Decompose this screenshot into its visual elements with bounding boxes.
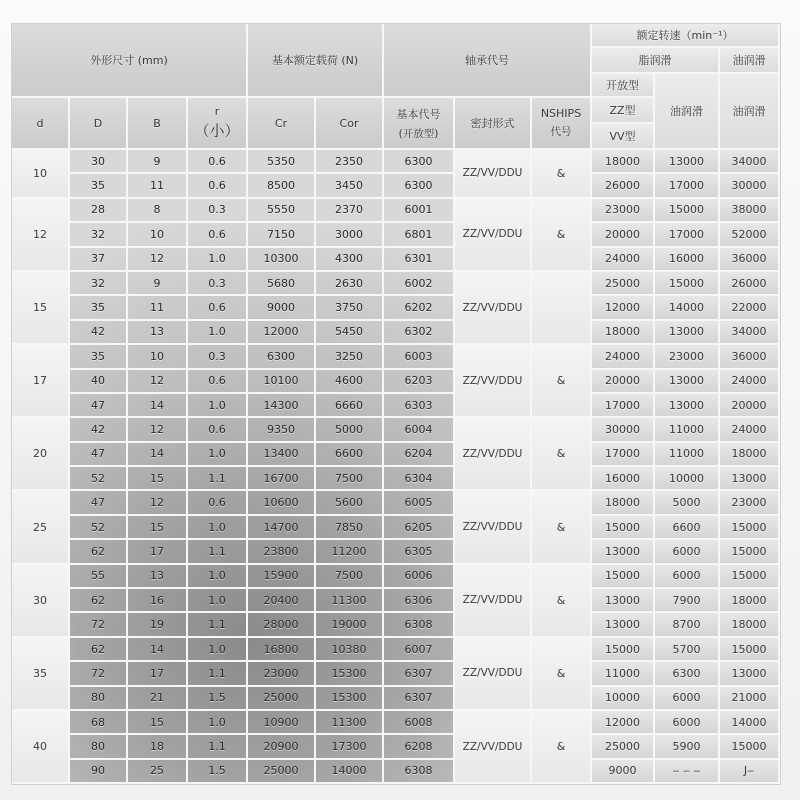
- dynamic-load-cell: 12000: [248, 321, 316, 345]
- grease-speed-cell: 16000: [592, 467, 655, 491]
- oil-speed-cell: 14000: [655, 296, 720, 320]
- oil-speed-cell: 6000: [655, 565, 720, 589]
- dynamic-load-cell: 7150: [248, 223, 316, 247]
- col-d-header: d: [12, 98, 70, 150]
- bearing-code-cell: 6007: [384, 638, 455, 662]
- outer-diameter-cell: 62: [70, 589, 128, 613]
- oil-speed-cell-2: 34000: [720, 150, 780, 174]
- seal-type-cell: ZZ/VV/DDU: [455, 150, 532, 199]
- bearing-code-cell: 6307: [384, 687, 455, 711]
- outer-diameter-cell: 47: [70, 394, 128, 418]
- dynamic-load-cell: 10900: [248, 711, 316, 735]
- outer-diameter-cell: 62: [70, 540, 128, 564]
- col-basic-code-header: [384, 98, 455, 150]
- bearing-code-cell: 6208: [384, 735, 455, 759]
- grease-speed-cell: 13000: [592, 613, 655, 637]
- chamfer-cell: 0.3: [188, 199, 248, 223]
- zz-type-header: ZZ型: [592, 98, 655, 124]
- outer-diameter-cell: 30: [70, 150, 128, 174]
- width-cell: 18: [128, 735, 188, 759]
- load-rating-header: 基本额定载荷 (N): [248, 24, 384, 98]
- grease-speed-cell: 15000: [592, 565, 655, 589]
- width-cell: 17: [128, 540, 188, 564]
- grease-speed-cell: 24000: [592, 345, 655, 369]
- width-cell: 15: [128, 711, 188, 735]
- bearing-code-cell: 6203: [384, 370, 455, 394]
- width-cell: 10: [128, 223, 188, 247]
- dynamic-load-cell: 25000: [248, 687, 316, 711]
- oil-speed-cell: 6000: [655, 711, 720, 735]
- outer-diameter-cell: 42: [70, 418, 128, 442]
- chamfer-cell: 1.1: [188, 735, 248, 759]
- chamfer-cell: 0.6: [188, 150, 248, 174]
- grease-speed-cell: 18000: [592, 491, 655, 515]
- static-load-cell: 5600: [316, 491, 384, 515]
- dynamic-load-cell: 23800: [248, 540, 316, 564]
- dynamic-load-cell: 20900: [248, 735, 316, 759]
- dynamic-load-cell: 10100: [248, 370, 316, 394]
- chamfer-cell: 0.3: [188, 272, 248, 296]
- bearing-code-cell: 6202: [384, 296, 455, 320]
- grease-speed-cell: 20000: [592, 223, 655, 247]
- chamfer-cell: 1.1: [188, 467, 248, 491]
- bearing-code-cell: 6204: [384, 443, 455, 467]
- grease-speed-cell: 23000: [592, 199, 655, 223]
- oil-lubrication-header-2: 油润滑: [720, 74, 780, 150]
- oil-speed-cell-2: 18000: [720, 589, 780, 613]
- grease-lubrication-header: 脂润滑: [592, 48, 720, 74]
- bearing-code-cell: 6306: [384, 589, 455, 613]
- nships-code-cell: &: [532, 345, 592, 418]
- col-nships-label: NSHIPS: [540, 107, 582, 120]
- chamfer-cell: 1.0: [188, 565, 248, 589]
- bore-diameter-cell: 30: [12, 565, 70, 638]
- oil-speed-cell-2: 26000: [720, 272, 780, 296]
- oil-speed-cell-2: 22000: [720, 296, 780, 320]
- static-load-cell: 2370: [316, 199, 384, 223]
- dynamic-load-cell: 6300: [248, 345, 316, 369]
- oil-speed-cell-2: 15000: [720, 565, 780, 589]
- seal-type-cell: ZZ/VV/DDU: [455, 711, 532, 784]
- oil-speed-cell-2: 15000: [720, 638, 780, 662]
- bore-diameter-cell: 15: [12, 272, 70, 345]
- grease-speed-cell: 25000: [592, 735, 655, 759]
- outer-diameter-cell: 47: [70, 491, 128, 515]
- static-load-cell: 5450: [316, 321, 384, 345]
- bearing-code-cell: 6308: [384, 613, 455, 637]
- bore-diameter-cell: 20: [12, 418, 70, 491]
- outer-diameter-cell: 90: [70, 760, 128, 784]
- bearing-code-cell: 6300: [384, 150, 455, 174]
- chamfer-cell: 0.6: [188, 370, 248, 394]
- static-load-cell: 3450: [316, 174, 384, 198]
- col-width-header: B: [128, 98, 188, 150]
- grease-speed-cell: 12000: [592, 296, 655, 320]
- oil-speed-cell-2: 38000: [720, 199, 780, 223]
- outer-diameter-cell: 55: [70, 565, 128, 589]
- dynamic-load-cell: 5680: [248, 272, 316, 296]
- dynamic-load-cell: 14700: [248, 516, 316, 540]
- nships-code-cell: &: [532, 199, 592, 272]
- bearing-code-cell: 6006: [384, 565, 455, 589]
- oil-speed-cell-2: 13000: [720, 467, 780, 491]
- oil-speed-cell: 8700: [655, 613, 720, 637]
- bearing-code-cell: 6005: [384, 491, 455, 515]
- width-cell: 13: [128, 321, 188, 345]
- nships-code-cell: &: [532, 491, 592, 564]
- outer-diameter-cell: 28: [70, 199, 128, 223]
- bearing-code-cell: 6305: [384, 540, 455, 564]
- width-cell: 12: [128, 418, 188, 442]
- width-cell: 12: [128, 370, 188, 394]
- oil-speed-cell: 13000: [655, 394, 720, 418]
- dynamic-load-cell: 9350: [248, 418, 316, 442]
- chamfer-cell: 1.0: [188, 321, 248, 345]
- bore-diameter-cell: 17: [12, 345, 70, 418]
- dynamic-load-cell: 28000: [248, 613, 316, 637]
- bore-diameter-cell: 12: [12, 199, 70, 272]
- grease-speed-cell: 10000: [592, 687, 655, 711]
- oil-speed-cell: 17000: [655, 223, 720, 247]
- width-cell: 21: [128, 687, 188, 711]
- width-cell: 10: [128, 345, 188, 369]
- col-outer-diameter-header: D: [70, 98, 128, 150]
- static-load-cell: 7500: [316, 467, 384, 491]
- static-load-cell: 4300: [316, 248, 384, 272]
- static-load-cell: 2350: [316, 150, 384, 174]
- width-cell: 17: [128, 662, 188, 686]
- grease-speed-cell: 25000: [592, 272, 655, 296]
- outer-diameter-cell: 40: [70, 370, 128, 394]
- chamfer-cell: 1.5: [188, 687, 248, 711]
- outer-diameter-cell: 62: [70, 638, 128, 662]
- width-cell: 14: [128, 638, 188, 662]
- oil-speed-cell: 13000: [655, 150, 720, 174]
- bearing-code-cell: 6300: [384, 174, 455, 198]
- col-nships-note: 代号: [550, 126, 572, 138]
- grease-speed-cell: 13000: [592, 589, 655, 613]
- seal-type-cell: ZZ/VV/DDU: [455, 638, 532, 711]
- chamfer-cell: 1.1: [188, 662, 248, 686]
- outer-diameter-cell: 32: [70, 223, 128, 247]
- oil-speed-cell-2: 18000: [720, 613, 780, 637]
- open-type-header: 开放型: [592, 74, 655, 98]
- dynamic-load-cell: 5550: [248, 199, 316, 223]
- chamfer-cell: 0.3: [188, 345, 248, 369]
- chamfer-cell: 0.6: [188, 296, 248, 320]
- static-load-cell: 3000: [316, 223, 384, 247]
- static-load-cell: 6660: [316, 394, 384, 418]
- chamfer-cell: 1.0: [188, 248, 248, 272]
- chamfer-cell: 1.1: [188, 540, 248, 564]
- seal-type-cell: ZZ/VV/DDU: [455, 418, 532, 491]
- outer-diameter-cell: 42: [70, 321, 128, 345]
- oil-speed-cell-2: 30000: [720, 174, 780, 198]
- oil-speed-cell-2: 24000: [720, 370, 780, 394]
- oil-speed-cell-2: 13000: [720, 662, 780, 686]
- oil-speed-cell-2: 20000: [720, 394, 780, 418]
- nships-code-cell: [532, 272, 592, 345]
- static-load-cell: 4600: [316, 370, 384, 394]
- grease-speed-cell: 15000: [592, 638, 655, 662]
- width-cell: 11: [128, 174, 188, 198]
- grease-speed-cell: 17000: [592, 443, 655, 467]
- oil-speed-cell: ‒ ‒ ‒: [655, 760, 720, 784]
- bearing-spec-table: [12, 24, 780, 784]
- nships-code-cell: &: [532, 565, 592, 638]
- width-cell: 9: [128, 272, 188, 296]
- oil-speed-cell: 5700: [655, 638, 720, 662]
- chamfer-cell: 0.6: [188, 491, 248, 515]
- oil-speed-cell-2: 15000: [720, 735, 780, 759]
- dynamic-load-cell: 23000: [248, 662, 316, 686]
- seal-type-cell: ZZ/VV/DDU: [455, 565, 532, 638]
- grease-speed-cell: 12000: [592, 711, 655, 735]
- bearing-code-cell: 6302: [384, 321, 455, 345]
- col-chamfer-label: r: [214, 105, 220, 118]
- width-cell: 25: [128, 760, 188, 784]
- bearing-code-cell: 6205: [384, 516, 455, 540]
- width-cell: 12: [128, 491, 188, 515]
- grease-speed-cell: 26000: [592, 174, 655, 198]
- oil-speed-cell-2: 15000: [720, 516, 780, 540]
- outer-diameter-cell: 72: [70, 662, 128, 686]
- outer-diameter-cell: 52: [70, 516, 128, 540]
- col-nships-header: [532, 98, 592, 150]
- dynamic-load-cell: 20400: [248, 589, 316, 613]
- grease-speed-cell: 18000: [592, 150, 655, 174]
- grease-speed-cell: 11000: [592, 662, 655, 686]
- nships-code-cell: &: [532, 711, 592, 784]
- oil-speed-cell-2: 34000: [720, 321, 780, 345]
- oil-speed-cell: 15000: [655, 199, 720, 223]
- nships-code-cell: &: [532, 418, 592, 491]
- width-cell: 14: [128, 443, 188, 467]
- oil-speed-cell: 13000: [655, 321, 720, 345]
- rated-speed-header: 额定转速（min⁻¹）: [592, 24, 780, 48]
- bore-diameter-cell: 10: [12, 150, 70, 199]
- bearing-code-cell: 6008: [384, 711, 455, 735]
- chamfer-cell: 1.0: [188, 516, 248, 540]
- width-cell: 16: [128, 589, 188, 613]
- seal-type-cell: ZZ/VV/DDU: [455, 199, 532, 272]
- dynamic-load-cell: 25000: [248, 760, 316, 784]
- width-cell: 12: [128, 248, 188, 272]
- bearing-code-cell: 6304: [384, 467, 455, 491]
- chamfer-cell: 1.0: [188, 589, 248, 613]
- oil-speed-cell: 16000: [655, 248, 720, 272]
- grease-speed-cell: 17000: [592, 394, 655, 418]
- width-cell: 13: [128, 565, 188, 589]
- oil-speed-cell-2: J‒: [720, 760, 780, 784]
- bearing-code-cell: 6303: [384, 394, 455, 418]
- static-load-cell: 5000: [316, 418, 384, 442]
- oil-speed-cell-2: 21000: [720, 687, 780, 711]
- width-cell: 15: [128, 516, 188, 540]
- width-cell: 15: [128, 467, 188, 491]
- grease-speed-cell: 20000: [592, 370, 655, 394]
- chamfer-cell: 1.0: [188, 711, 248, 735]
- grease-speed-cell: 30000: [592, 418, 655, 442]
- static-load-cell: 6600: [316, 443, 384, 467]
- oil-speed-cell: 23000: [655, 345, 720, 369]
- bore-diameter-cell: 25: [12, 491, 70, 564]
- grease-speed-cell: 18000: [592, 321, 655, 345]
- seal-type-cell: ZZ/VV/DDU: [455, 272, 532, 345]
- outer-diameter-cell: 35: [70, 174, 128, 198]
- oil-speed-cell-2: 52000: [720, 223, 780, 247]
- dynamic-load-cell: 16700: [248, 467, 316, 491]
- dynamic-load-cell: 16800: [248, 638, 316, 662]
- width-cell: 19: [128, 613, 188, 637]
- bearing-code-cell: 6002: [384, 272, 455, 296]
- outer-diameter-cell: 37: [70, 248, 128, 272]
- chamfer-cell: 1.0: [188, 443, 248, 467]
- oil-speed-cell-2: 14000: [720, 711, 780, 735]
- vv-type-header: VV型: [592, 124, 655, 150]
- chamfer-cell: 1.5: [188, 760, 248, 784]
- static-load-cell: 10380: [316, 638, 384, 662]
- oil-speed-cell: 15000: [655, 272, 720, 296]
- oil-speed-cell: 11000: [655, 418, 720, 442]
- static-load-cell: 3250: [316, 345, 384, 369]
- nships-code-cell: &: [532, 150, 592, 199]
- oil-speed-cell: 10000: [655, 467, 720, 491]
- bearing-code-cell: 6301: [384, 248, 455, 272]
- grease-speed-cell: 9000: [592, 760, 655, 784]
- oil-speed-cell: 6000: [655, 540, 720, 564]
- static-load-cell: 11300: [316, 711, 384, 735]
- dynamic-load-cell: 9000: [248, 296, 316, 320]
- col-seal-type-header: 密封形式: [455, 98, 532, 150]
- bearing-code-cell: 6004: [384, 418, 455, 442]
- width-cell: 11: [128, 296, 188, 320]
- oil-speed-cell-2: 36000: [720, 248, 780, 272]
- col-basic-code-note: (开放型): [398, 127, 439, 140]
- chamfer-cell: 0.6: [188, 223, 248, 247]
- bore-diameter-cell: 35: [12, 638, 70, 711]
- dynamic-load-cell: 8500: [248, 174, 316, 198]
- oil-speed-cell: 6000: [655, 687, 720, 711]
- dynamic-load-cell: 5350: [248, 150, 316, 174]
- bearing-code-cell: 6801: [384, 223, 455, 247]
- seal-type-cell: ZZ/VV/DDU: [455, 345, 532, 418]
- static-load-cell: 17300: [316, 735, 384, 759]
- grease-speed-cell: 24000: [592, 248, 655, 272]
- oil-speed-cell-2: 15000: [720, 540, 780, 564]
- bearing-code-cell: 6307: [384, 662, 455, 686]
- col-chamfer-note: （小）: [194, 122, 240, 140]
- outer-diameter-cell: 72: [70, 613, 128, 637]
- seal-type-cell: ZZ/VV/DDU: [455, 491, 532, 564]
- outer-diameter-cell: 68: [70, 711, 128, 735]
- outer-diameter-cell: 80: [70, 687, 128, 711]
- dynamic-load-cell: 14300: [248, 394, 316, 418]
- dimensions-header: 外形尺寸 (mm): [12, 24, 248, 98]
- grease-speed-cell: 15000: [592, 516, 655, 540]
- oil-speed-cell: 11000: [655, 443, 720, 467]
- chamfer-cell: 1.1: [188, 613, 248, 637]
- col-basic-code-label: 基本代号: [396, 107, 441, 121]
- width-cell: 8: [128, 199, 188, 223]
- outer-diameter-cell: 35: [70, 296, 128, 320]
- bearing-code-cell: 6001: [384, 199, 455, 223]
- chamfer-cell: 0.6: [188, 418, 248, 442]
- outer-diameter-cell: 32: [70, 272, 128, 296]
- bearing-code-cell: 6308: [384, 760, 455, 784]
- oil-speed-cell-2: 18000: [720, 443, 780, 467]
- static-load-cell: 7850: [316, 516, 384, 540]
- static-load-cell: 15300: [316, 687, 384, 711]
- oil-lubrication-header-1: 油润滑: [655, 74, 720, 150]
- static-load-cell: 11300: [316, 589, 384, 613]
- static-load-cell: 2630: [316, 272, 384, 296]
- oil-speed-cell-2: 36000: [720, 345, 780, 369]
- chamfer-cell: 1.0: [188, 638, 248, 662]
- col-chamfer-header: [188, 98, 248, 150]
- bearing-code-header: 轴承代号: [384, 24, 592, 98]
- outer-diameter-cell: 47: [70, 443, 128, 467]
- static-load-cell: 14000: [316, 760, 384, 784]
- col-dynamic-load-header: Cr: [248, 98, 316, 150]
- oil-speed-cell: 13000: [655, 370, 720, 394]
- dynamic-load-cell: 10600: [248, 491, 316, 515]
- oil-speed-cell: 6300: [655, 662, 720, 686]
- static-load-cell: 7500: [316, 565, 384, 589]
- oil-speed-cell: 5000: [655, 491, 720, 515]
- width-cell: 14: [128, 394, 188, 418]
- grease-speed-cell: 13000: [592, 540, 655, 564]
- oil-speed-cell-2: 24000: [720, 418, 780, 442]
- static-load-cell: 3750: [316, 296, 384, 320]
- outer-diameter-cell: 80: [70, 735, 128, 759]
- oil-speed-cell: 7900: [655, 589, 720, 613]
- chamfer-cell: 1.0: [188, 394, 248, 418]
- oil-speed-cell-2: 23000: [720, 491, 780, 515]
- oil-speed-cell: 6600: [655, 516, 720, 540]
- static-load-cell: 19000: [316, 613, 384, 637]
- outer-diameter-cell: 35: [70, 345, 128, 369]
- static-load-cell: 15300: [316, 662, 384, 686]
- nships-code-cell: &: [532, 638, 592, 711]
- bore-diameter-cell: 40: [12, 711, 70, 784]
- static-load-cell: 11200: [316, 540, 384, 564]
- dynamic-load-cell: 10300: [248, 248, 316, 272]
- chamfer-cell: 0.6: [188, 174, 248, 198]
- bearing-code-cell: 6003: [384, 345, 455, 369]
- dynamic-load-cell: 13400: [248, 443, 316, 467]
- width-cell: 9: [128, 150, 188, 174]
- dynamic-load-cell: 15900: [248, 565, 316, 589]
- oil-lubrication-header: 油润滑: [720, 48, 780, 74]
- outer-diameter-cell: 52: [70, 467, 128, 491]
- oil-speed-cell: 17000: [655, 174, 720, 198]
- col-static-load-header: Cor: [316, 98, 384, 150]
- oil-speed-cell: 5900: [655, 735, 720, 759]
